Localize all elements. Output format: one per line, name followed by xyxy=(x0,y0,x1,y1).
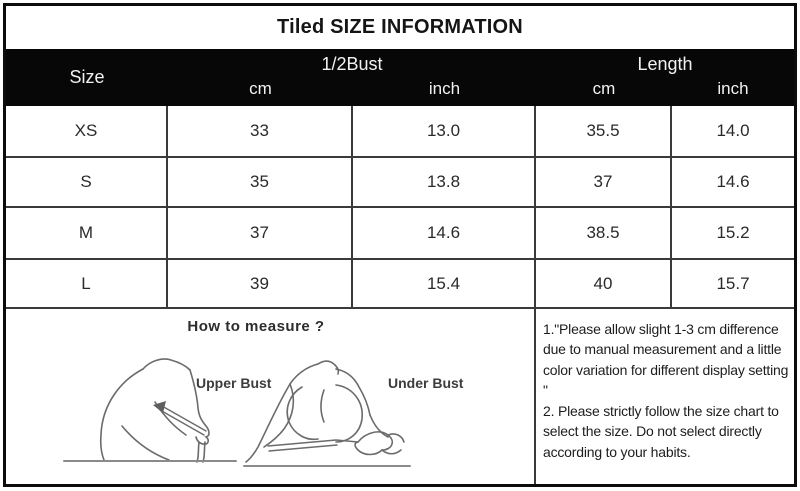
row-s-length-cm: 37 xyxy=(536,158,672,208)
size-table xyxy=(6,6,794,484)
row-l-bust-cm: 39 xyxy=(168,260,353,309)
row-xs-bust-inch: 13.0 xyxy=(353,106,536,158)
chart-frame xyxy=(3,3,797,487)
under-bust-label: Under Bust xyxy=(388,375,464,391)
notes-panel xyxy=(536,309,794,484)
upper-bust-label: Upper Bust xyxy=(196,375,272,391)
how-to-measure-panel xyxy=(6,309,536,484)
row-s-length-inch: 14.6 xyxy=(672,158,794,208)
col-group-bust: 1/2Bust xyxy=(168,49,536,79)
col-header-length-inch: inch xyxy=(672,79,794,106)
row-l-length-cm: 40 xyxy=(536,260,672,309)
row-l-bust-inch: 15.4 xyxy=(353,260,536,309)
row-s-bust-cm: 35 xyxy=(168,158,353,208)
col-group-length: Length xyxy=(536,49,794,79)
row-m-bust-inch: 14.6 xyxy=(353,208,536,260)
measure-heading: How to measure ? xyxy=(187,318,325,335)
row-m-length-cm: 38.5 xyxy=(536,208,672,260)
row-l-size: L xyxy=(6,260,168,309)
row-xs-size: XS xyxy=(6,106,168,158)
row-l-length-inch: 15.7 xyxy=(672,260,794,309)
row-s-size: S xyxy=(6,158,168,208)
row-m-size: M xyxy=(6,208,168,260)
row-m-length-inch: 15.2 xyxy=(672,208,794,260)
row-xs-bust-cm: 33 xyxy=(168,106,353,158)
row-xs-length-inch: 14.0 xyxy=(672,106,794,158)
col-header-length-cm: cm xyxy=(536,79,672,106)
col-header-bust-cm: cm xyxy=(168,79,353,106)
row-s-bust-inch: 13.8 xyxy=(353,158,536,208)
col-header-bust-inch: inch xyxy=(353,79,536,106)
note-2: 2. Please strictly follow the size chart to select the size. Do not select directly according to your habits. xyxy=(543,402,779,460)
row-xs-length-cm: 35.5 xyxy=(536,106,672,158)
col-header-size: Size xyxy=(6,49,168,106)
note-1: 1."Please allow slight 1-3 cm difference due to manual measurement and a little color variation for different display setting " xyxy=(543,321,789,399)
page-title: Tiled SIZE INFORMATION xyxy=(6,6,794,49)
row-m-bust-cm: 37 xyxy=(168,208,353,260)
